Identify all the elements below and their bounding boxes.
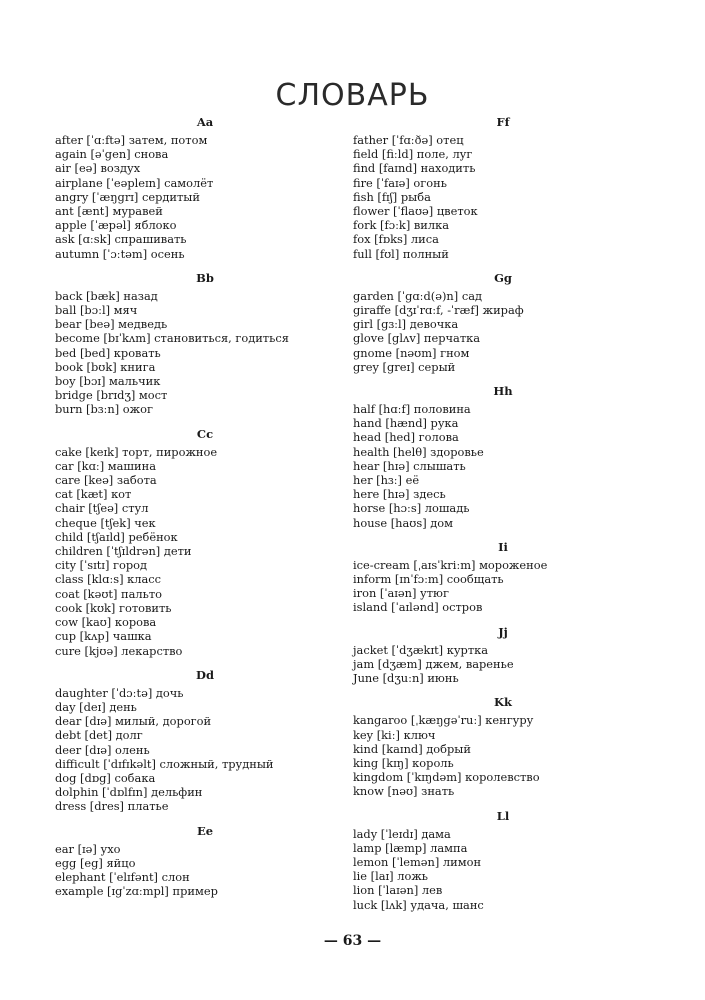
section-aa: [55, 115, 355, 261]
dictionary-entry: lion [ˈlaɪən] лев: [353, 883, 443, 898]
section-letter: Ee: [196, 823, 214, 838]
dictionary-entry: car [kɑː] машина: [55, 458, 156, 473]
section-cc: [55, 427, 355, 658]
section-letter: Ff: [496, 115, 510, 129]
dictionary-entry: giraffe [dʒɪˈrɑːf, -ˈræf] жираф: [353, 303, 524, 318]
section-ll: [353, 809, 653, 912]
dictionary-entry: air [eə] воздух: [55, 161, 141, 176]
dictionary-entry: grey [greɪ] серый: [353, 359, 456, 374]
section-letter: Bb: [196, 270, 214, 285]
dictionary-entry: horse [hɔːs] лошадь: [353, 501, 470, 516]
dictionary-entry: day [deɪ] день: [55, 699, 137, 714]
dictionary-entry: know [nəʊ] знать: [353, 784, 455, 799]
section-ff: [353, 115, 653, 261]
dictionary-entry: glove [glʌv] перчатка: [353, 331, 481, 346]
dictionary-entry: jam [dʒæm] джем, варенье: [353, 656, 514, 671]
dictionary-entry: apple [ˈæpəl] яблоко: [55, 218, 177, 233]
dictionary-entry: example [ɪgˈzɑːmpl] пример: [55, 884, 218, 899]
dictionary-entry: iron [ˈaɪən] утюг: [353, 586, 449, 601]
dictionary-entry: egg [eg] яйцо: [55, 855, 136, 870]
section-letter: Hh: [493, 384, 513, 399]
dictionary-entry: luck [lʌk] удача, шанс: [353, 897, 484, 912]
dictionary-entry: fox [fɒks] лиса: [353, 232, 439, 247]
dictionary-entry: find [faɪnd] находить: [353, 161, 476, 176]
dictionary-entry: cure [kjʊə] лекарство: [55, 643, 183, 658]
dictionary-entry: cow [kaʊ] корова: [55, 615, 157, 630]
dictionary-entry: fire [ˈfaɪə] огонь: [353, 175, 447, 190]
dictionary-entry: boy [bɔɪ] мальчик: [55, 374, 161, 389]
dictionary-entry: inform [ɪnˈfɔːm] сообщать: [353, 572, 504, 587]
dictionary-entry: flower [ˈflaʊə] цветок: [353, 204, 478, 219]
dictionary-entry: become [bɪˈkʌm] становиться, годиться: [55, 331, 289, 346]
dictionary-entry: book [bʊk] книга: [55, 359, 156, 374]
dictionary-entry: burn [bɜːn] ожог: [55, 402, 153, 417]
dictionary-entry: lie [laɪ] ложь: [353, 869, 429, 884]
dictionary-entry: half [hɑːf] половина: [353, 402, 471, 417]
dictionary-entry: coat [kəʊt] пальто: [55, 586, 162, 601]
dictionary-entry: dress [dres] платье: [55, 799, 169, 814]
section-letter: Gg: [494, 270, 512, 285]
dictionary-entry: child [tʃaɪld] ребёнок: [55, 529, 178, 544]
section-hh: [353, 384, 653, 530]
dictionary-entry: chair [tʃeə] стул: [55, 501, 149, 516]
dictionary-entry: again [əˈgen] снова: [55, 147, 169, 162]
dictionary-entry: kind [kaɪnd] добрый: [353, 741, 471, 756]
dictionary-entry: her [hɜː] её: [353, 473, 420, 488]
dictionary-entry: father [ˈfɑːðə] отец: [353, 133, 464, 147]
dictionary-entry: cheque [tʃek] чек: [55, 515, 156, 530]
section-jj: [353, 625, 653, 686]
dictionary-entry: cake [keɪk] торт, пирожное: [55, 444, 218, 459]
dictionary-entry: full [fʊl] полный: [353, 246, 449, 261]
dictionary-entry: king [kɪŋ] король: [353, 755, 454, 770]
section-letter: Ll: [496, 808, 510, 823]
section-letter: Cc: [196, 426, 214, 441]
dictionary-entry: dolphin [ˈdɒlfɪn] дельфин: [55, 785, 203, 800]
dictionary-entry: airplane [ˈeəpleɪn] самолёт: [55, 175, 214, 190]
page-number: — 63 —: [323, 933, 382, 949]
dictionary-entry: deer [dɪə] олень: [55, 742, 150, 757]
section-ee: [55, 824, 355, 899]
dictionary-entry: June [dʒuːn] июнь: [353, 671, 459, 686]
dictionary-entry: fork [fɔːk] вилка: [353, 218, 450, 233]
dictionary-entry: house [haʊs] дом: [353, 515, 454, 530]
dictionary-entry: ball [bɔːl] мяч: [55, 303, 138, 318]
dictionary-entry: care [keə] забота: [55, 473, 157, 488]
dictionary-entry: bed [bed] кровать: [55, 345, 161, 360]
dictionary-entry: lemon [ˈlemən] лимон: [353, 854, 482, 869]
dictionary-entry: hear [hɪə] слышать: [353, 458, 466, 473]
section-kk: [353, 695, 653, 798]
dictionary-entry: girl [gɜːl] девочка: [353, 317, 459, 332]
dictionary-entry: elephant [ˈelɪfənt] слон: [55, 869, 190, 884]
section-letter: Aa: [196, 115, 214, 129]
dictionary-entry: hand [hænd] рука: [353, 416, 459, 431]
dictionary-entry: children [ˈtʃɪldrən] дети: [55, 544, 192, 559]
section-letter: Jj: [498, 624, 508, 639]
dictionary-entry: ant [ænt] муравей: [55, 204, 163, 219]
dictionary-entry: ice-cream [ˌaɪsˈkriːm] мороженое: [353, 557, 548, 572]
section-ii: [353, 540, 653, 615]
dictionary-entry: head [hed] голова: [353, 430, 459, 445]
dictionary-entry: back [bæk] назад: [55, 288, 158, 303]
dictionary-entry: class [klɑːs] класс: [55, 572, 162, 587]
dictionary-entry: autumn [ˈɔːtəm] осень: [55, 246, 185, 261]
dictionary-entry: angry [ˈæŋgrɪ] сердитый: [55, 189, 200, 204]
left-column: [55, 115, 355, 908]
dictionary-entry: kangaroo [ˌkæŋgəˈruː] кенгуру: [353, 713, 534, 728]
dictionary-entry: cup [kʌp] чашка: [55, 629, 152, 644]
dictionary-entry: health [helθ] здоровье: [353, 444, 484, 459]
dictionary-entry: city [ˈsɪtɪ] город: [55, 558, 147, 573]
page-title: СЛОВАРЬ: [275, 78, 430, 114]
dictionary-entry: field [fiːld] поле, луг: [353, 147, 473, 162]
dictionary-entry: cook [kʊk] готовить: [55, 600, 172, 615]
dictionary-entry: key [kiː] ключ: [353, 727, 436, 742]
dictionary-entry: cat [kæt] кот: [55, 487, 132, 502]
dictionary-entry: lady [ˈleɪdɪ] дама: [353, 826, 451, 841]
section-letter: Ii: [498, 539, 508, 554]
section-letter: Kk: [494, 695, 512, 710]
dictionary-entry: gnome [nəʊm] гном: [353, 345, 470, 360]
dictionary-entry: lamp [læmp] лампа: [353, 840, 468, 855]
dictionary-entry: jacket [ˈdʒækɪt] куртка: [353, 642, 489, 657]
dictionary-entry: ask [ɑːsk] спрашивать: [55, 232, 187, 247]
dictionary-entry: dog [dɒg] собака: [55, 770, 156, 785]
right-column: [353, 115, 653, 922]
dictionary-entry: here [hɪə] здесь: [353, 487, 446, 502]
dictionary-entry: kingdom [ˈkɪŋdəm] королевство: [353, 770, 540, 785]
dictionary-entry: difficult [ˈdɪfɪkəlt] сложный, трудный: [55, 756, 274, 771]
dictionary-entry: daughter [ˈdɔːtə] дочь: [55, 685, 184, 700]
section-dd: [55, 668, 355, 814]
dictionary-entry: debt [det] долг: [55, 728, 143, 743]
dictionary-entry: garden [ˈgɑːd(ə)n] сад: [353, 288, 483, 303]
dictionary-entry: fish [fɪʃ] рыба: [353, 189, 431, 204]
dictionary-entry: bear [beə] медведь: [55, 317, 168, 332]
dictionary-entry: bridge [brɪdʒ] мост: [55, 388, 168, 403]
dictionary-entry: after [ˈɑːftə] затем, потом: [55, 133, 208, 147]
dictionary-entry: dear [dɪə] милый, дорогой: [55, 714, 212, 729]
section-gg: [353, 271, 653, 374]
section-bb: [55, 271, 355, 417]
dictionary-entry: ear [ɪə] ухо: [55, 841, 121, 856]
section-letter: Dd: [195, 667, 214, 682]
dictionary-entry: island [ˈaɪlənd] остров: [353, 600, 483, 615]
